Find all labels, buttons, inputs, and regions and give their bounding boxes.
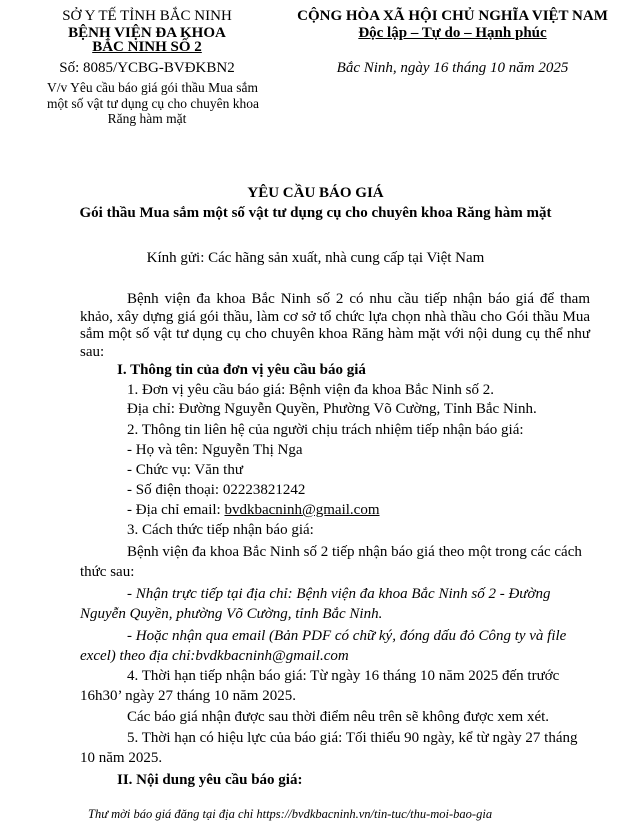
method-direct-1: - Nhận trực tiếp tại địa chỉ: Bệnh viện đa khoa Bắc Ninh số 2 - Đường: [127, 586, 551, 602]
subject-line-1: V/v Yêu cầu báo giá gói thầu Mua sắm: [47, 80, 258, 95]
ministry-name: SỞ Y TẾ TỈNH BẮC NINH: [62, 8, 232, 24]
section1-heading: I. Thông tin của đơn vị yêu cầu báo giá: [117, 362, 366, 378]
validity-2: 10 năm 2025.: [80, 750, 163, 766]
subject-line-3: Răng hàm mặt: [107, 111, 187, 126]
intro-paragraph: Bệnh viện đa khoa Bắc Ninh số 2 có nhu cầu tiếp nhận báo giá để tham khảo, xây dựng giá gói thầu, làm cơ sở tổ chức lựa chọn nhà thầu cho Gói thầu Mua sắm một số vật tư dụng cụ cho chuyên khoa Răng hàm mặt với nội dung cụ thể như sau:: [80, 291, 590, 360]
email-label: - Địa chỉ email:: [127, 502, 225, 518]
address: Địa chỉ: Đường Nguyễn Quyền, Phường Võ Cường, Tỉnh Bắc Ninh.: [127, 401, 537, 417]
subject-line-2: một số vật tư dụng cụ cho chuyên khoa: [47, 96, 260, 111]
page-title: YÊU CẦU BÁO GIÁ: [247, 185, 384, 201]
contact-email-row: [127, 501, 380, 519]
motto-wrap: [290, 24, 615, 42]
recipient: Kính gửi: Các hãng sản xuất, nhà cung cấp tại Việt Nam: [146, 250, 485, 266]
method-email-2: excel) theo địa chỉ:bvdkbacninh@gmail.com: [80, 648, 349, 664]
contact-phone: - Số điện thoại: 02223821242: [127, 482, 306, 498]
deadline-1: 4. Thời hạn tiếp nhận báo giá: Từ ngày 16 tháng 10 năm 2025 đến trước: [127, 668, 560, 684]
requesting-unit: 1. Đơn vị yêu cầu báo giá: Bệnh viện đa khoa Bắc Ninh số 2.: [127, 382, 495, 398]
method-direct-2: Nguyễn Quyền, phường Võ Cường, tỉnh Bắc Ninh.: [80, 606, 383, 622]
contact-name: - Họ và tên: Nguyễn Thị Nga: [127, 442, 303, 458]
contact-position: - Chức vụ: Văn thư: [127, 462, 243, 478]
page-subtitle: Gói thầu Mua sắm một số vật tư dụng cụ cho chuyên khoa Răng hàm mặt: [79, 205, 552, 221]
motto: Độc lập – Tự do – Hạnh phúc: [358, 25, 547, 41]
late-note: Các báo giá nhận được sau thời điểm nêu trên sẽ không được xem xét.: [127, 709, 550, 725]
method-intro-1: Bệnh viện đa khoa Bắc Ninh số 2 tiếp nhận báo giá theo một trong các cách: [127, 544, 582, 560]
method-email-1: - Hoặc nhận qua email (Bản PDF có chữ ký, đóng dấu đỏ Công ty và file: [127, 628, 567, 644]
document-number: Số: 8085/YCBG-BVĐKBN2: [59, 60, 235, 76]
contact-heading: 2. Thông tin liên hệ của người chịu trách nhiệm tiếp nhận báo giá:: [127, 422, 524, 438]
method-intro-2: thức sau:: [80, 564, 135, 580]
issue-date: Bắc Ninh, ngày 16 tháng 10 năm 2025: [336, 60, 569, 76]
email-link[interactable]: bvdkbacninh@gmail.com: [224, 502, 380, 518]
method-heading: 3. Cách thức tiếp nhận báo giá:: [127, 522, 314, 538]
hospital-name-line2: BẮC NINH SỐ 2: [92, 39, 202, 55]
deadline-2: 16h30’ ngày 27 tháng 10 năm 2025.: [80, 688, 296, 704]
nation-title: CỘNG HÒA XÃ HỘI CHỦ NGHĨA VIỆT NAM: [297, 8, 608, 24]
validity-1: 5. Thời hạn có hiệu lực của báo giá: Tối thiểu 90 ngày, kể từ ngày 27 tháng: [127, 730, 578, 746]
footer-note: Thư mời báo giá đăng tại địa chỉ https://bvdkbacninh.vn/tin-tuc/thu-moi-bao-gia: [88, 807, 493, 821]
hospital-name-line1: BỆNH VIỆN ĐA KHOA: [68, 25, 226, 41]
section2-heading: II. Nội dung yêu cầu báo giá:: [117, 772, 303, 788]
